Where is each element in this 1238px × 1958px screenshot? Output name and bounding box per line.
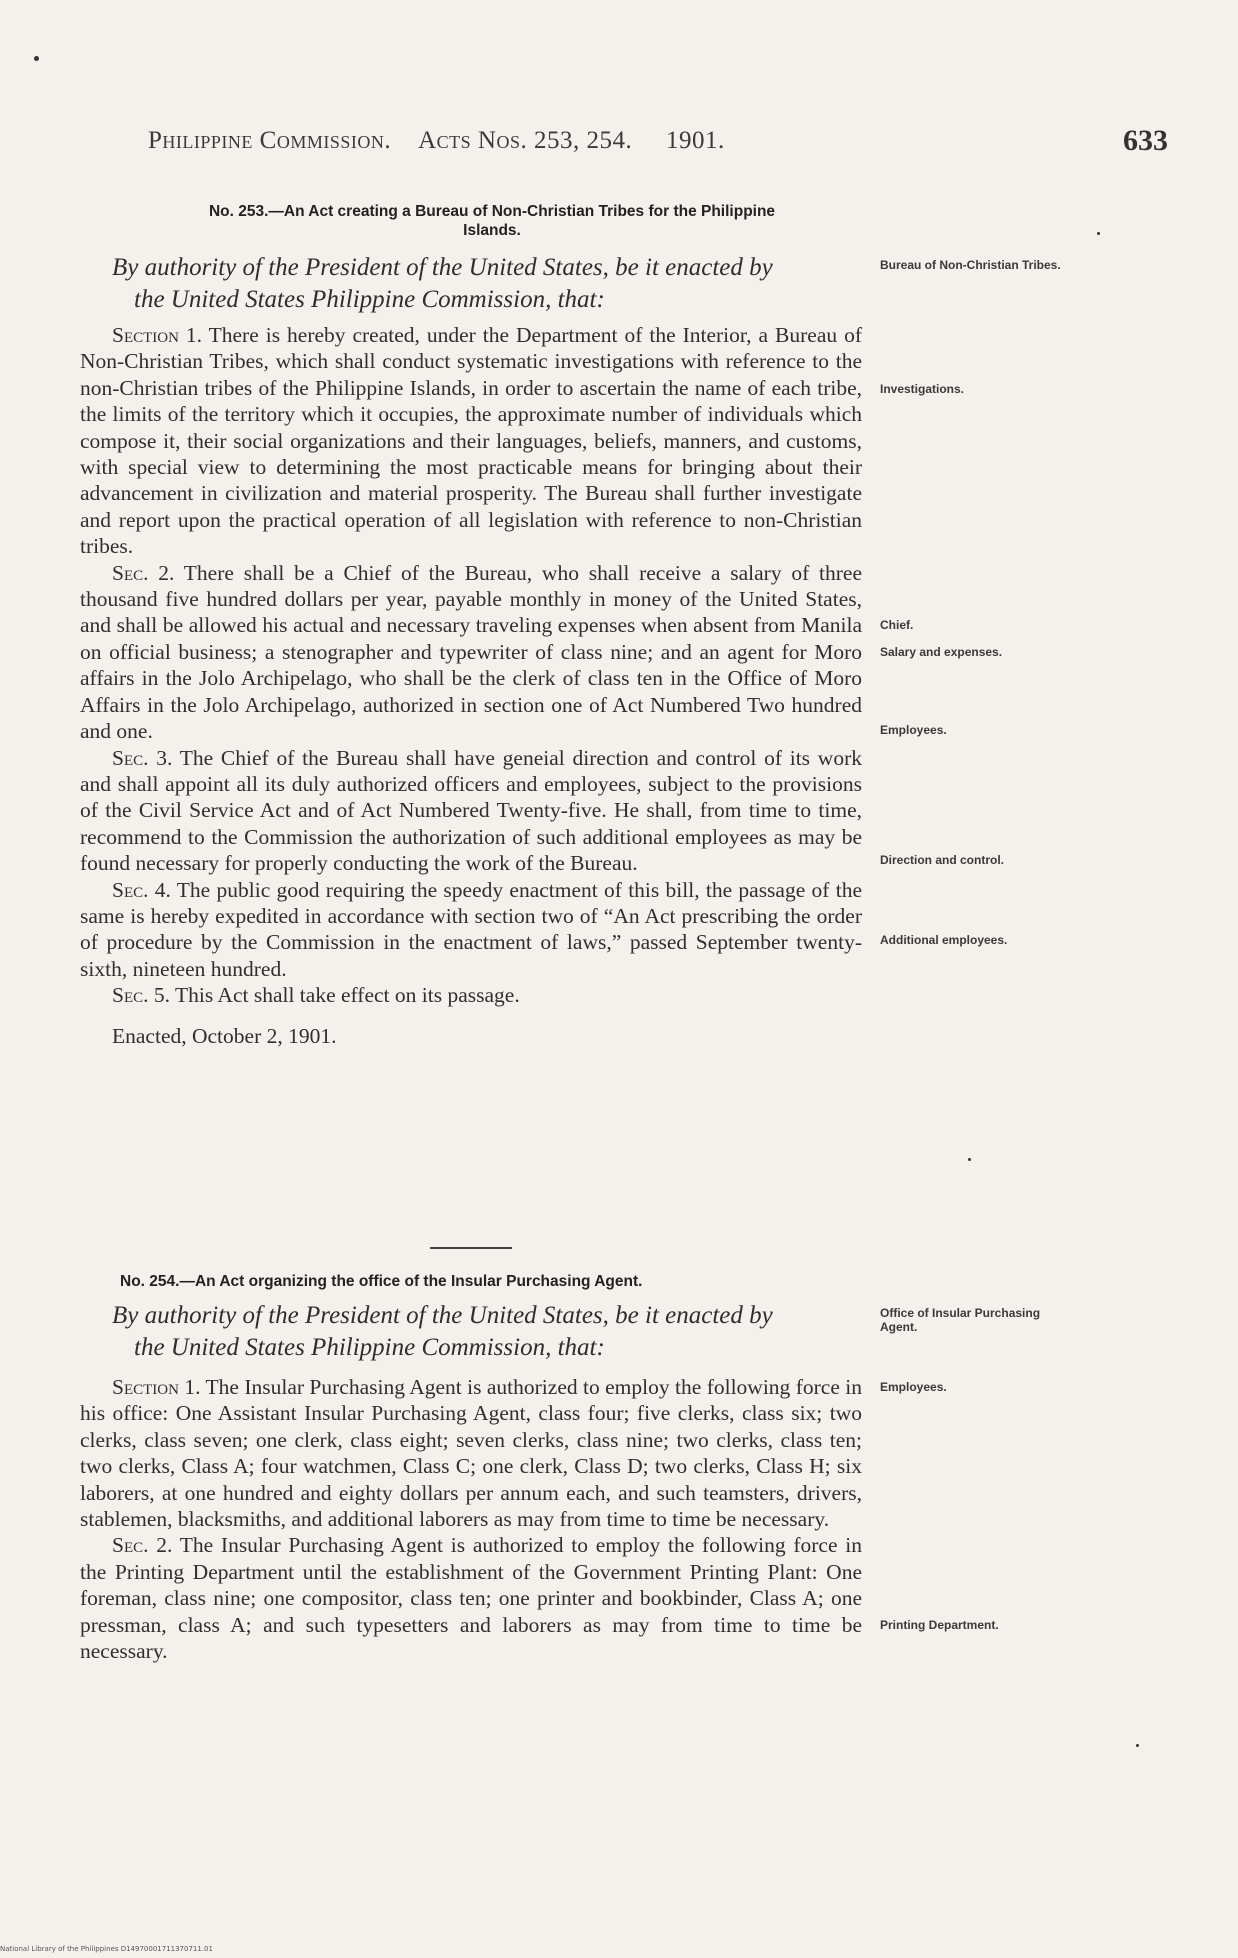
margin-note-bureau: Bureau of Non-Christian Tribes. [880, 258, 1061, 272]
footer-credit: National Library of the Philippines D14970001711370711.01 [0, 1945, 213, 1953]
margin-note-direction: Direction and control. [880, 853, 1005, 867]
enacting-line2: the United States Philippine Commission, that: [134, 286, 605, 313]
speck-mark [1097, 232, 1100, 235]
running-head-year: 1901. [665, 127, 725, 154]
margin-note-employees-2: Employees. [880, 1380, 947, 1394]
section-label: Section 1. [112, 1375, 201, 1399]
act-253-heading-line2: Islands. [463, 222, 521, 239]
page-number: 633 [1123, 124, 1168, 157]
section-label: Sec. 5. [112, 983, 170, 1008]
act-253-section-3 [80, 745, 862, 877]
section-text: The public good requiring the speedy enactment of this bill, the passage of the same is hereby expedited in accordance with section two of “An Act prescribing the order of procedure by the Commission in the enactment of laws,” passed September twenty-sixth, nineteen hundred. [80, 877, 862, 981]
speck-mark [34, 56, 39, 61]
act-253-section-2 [80, 560, 862, 745]
section-text: The Insular Purchasing Agent is authorized to employ the following force in his office: One Assistant Insular Purchasing Agent, class four; five clerks, class six; two clerks, class seven; one clerk, class eight; seven clerks, class nine; two clerks, class ten; two clerks, Class A; four watchmen, Class C; one clerk, Class D; two clerks, Class H; six laborers, at one hundred and eighty dollars per annum each, and such teamsters, drivers, stablemen, blacksmiths, and additional laborers as may from time to time be necessary. [80, 1375, 862, 1532]
act-253-body [80, 322, 862, 1049]
running-head-acts: Acts Nos. 253, 254. [418, 127, 633, 154]
margin-note-investigations: Investigations. [880, 382, 965, 396]
margin-note-chief: Chief. [880, 618, 914, 632]
act-253-enacted-date: Enacted, October 2, 1901. [112, 1023, 337, 1048]
section-label: Sec. 3. [112, 745, 173, 770]
act-253-enacting-clause [112, 252, 864, 316]
act-253-section-5 [80, 982, 862, 1008]
act-254-body [80, 1374, 862, 1664]
section-text: The Insular Purchasing Agent is authorized to employ the following force in the Printing Department until the establishment of the Government Printing Plant: One foreman, class nine; one compositor, class ten; one printer and bookbinder, Class A; one pressman, class A; and such typesetters and laborers as may from time to time be necessary. [80, 1533, 862, 1664]
act-254-heading: No. 254.—An Act organizing the office of the Insular Purchasing Agent. [120, 1273, 643, 1290]
margin-note-additional: Additional employees. [880, 933, 1008, 947]
act-253-heading [112, 202, 872, 240]
section-text: There is hereby created, under the Department of the Interior, a Bureau of Non-Christian Tribes, which shall conduct systematic investigations with reference to the non-Christian tribes of the Philippine Islands, in order to ascertain the name of each tribe, the limits of the territory which it occupies, the approximate number of individuals which compose it, their social organizations and their languages, beliefs, manners, and customs, with special view to determining the most practicable means for bringing about their advancement in civilization and material prosperity. The Bureau shall further investigate and report upon the practical operation of all legislation with reference to non-Christian tribes. [80, 323, 862, 559]
margin-note-salary: Salary and expenses. [880, 645, 1003, 659]
section-divider [430, 1247, 512, 1249]
margin-note-office: Office of Insular Purchasing Agent. [880, 1306, 1041, 1334]
section-text: The Chief of the Bureau shall have geneial direction and control of its work and shall appoint all its duly authorized officers and employees, subject to the provisions of the Civil Service Act and of Act Numbered Twenty-five. He shall, from time to time, recommend to the Commission the authorization of such additional employees as may be found necessary for properly conducting the work of the Bureau. [80, 745, 862, 876]
running-head [148, 127, 1048, 155]
speck-mark [968, 1158, 971, 1161]
speck-mark [1136, 1744, 1139, 1747]
section-label: Sec. 2. [112, 1533, 173, 1558]
section-label: Sec. 2. [112, 560, 175, 585]
running-head-commission: Philippine Commission. [148, 127, 392, 154]
section-text: This Act shall take effect on its passage. [175, 983, 520, 1008]
enacting-line2: the United States Philippine Commission, that: [134, 1334, 605, 1361]
act-253-section-1 [80, 322, 862, 560]
section-label: Sec. 4. [112, 877, 171, 902]
act-254-section-1 [80, 1374, 862, 1532]
act-254-enacting-clause [112, 1300, 864, 1364]
act-254-section-2 [80, 1532, 862, 1664]
act-253-heading-line1: No. 253.—An Act creating a Bureau of Non-Christian Tribes for the Philippine [208, 203, 776, 220]
enacting-line1: By authority of the President of the United States, be it enacted by [112, 254, 773, 281]
section-text: There shall be a Chief of the Bureau, who shall receive a salary of three thousand five hundred dollars per year, payable monthly in money of the United States, and shall be allowed his actual and necessary traveling expenses when absent from Manila on official business; a stenographer and typewriter of class nine; and an agent for Moro affairs in the Jolo Archipelago, who shall be the clerk of class ten in the Office of Moro Affairs in the Jolo Archipelago, authorized in section one of Act Numbered Two hundred and one. [80, 560, 862, 744]
section-label: Section 1. [112, 323, 203, 347]
margin-note-printing: Printing Department. [880, 1618, 999, 1632]
enacting-line1: By authority of the President of the United States, be it enacted by [112, 1302, 773, 1329]
margin-note-employees-1: Employees. [880, 723, 947, 737]
act-253-section-4 [80, 877, 862, 983]
